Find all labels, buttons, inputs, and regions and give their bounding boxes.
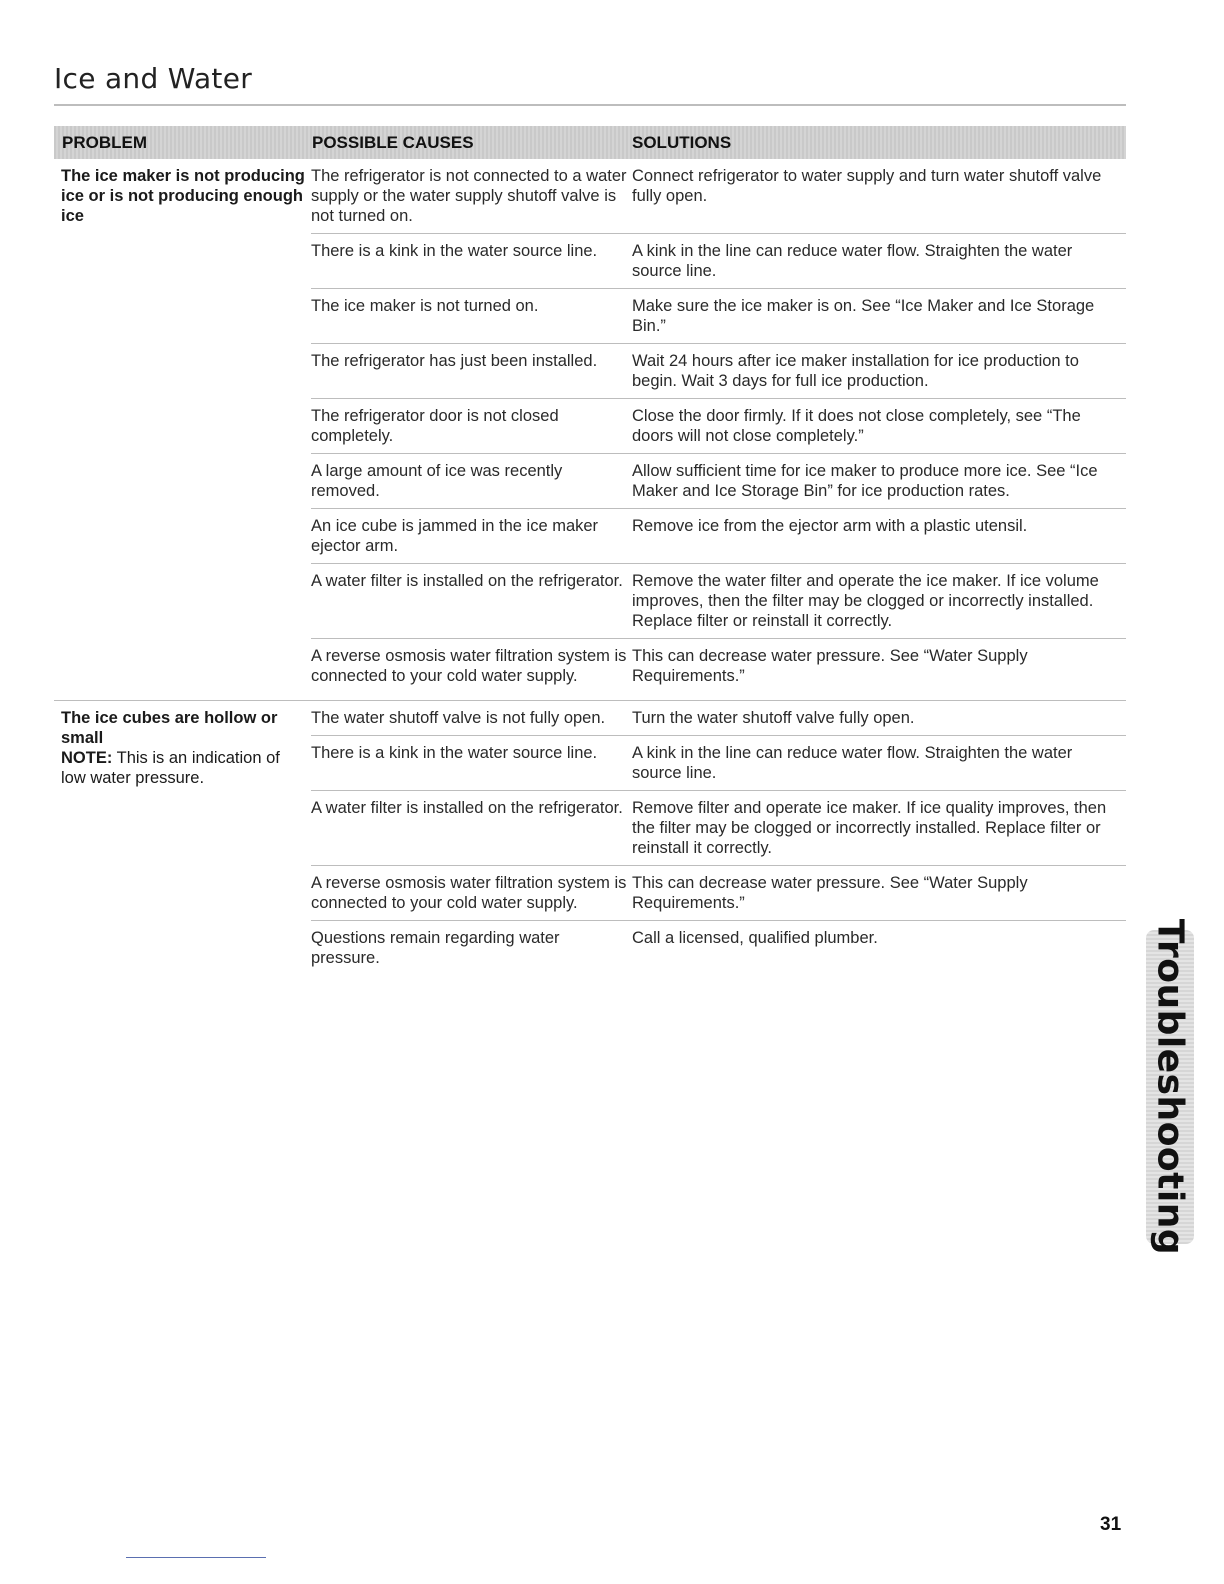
- solution-cell: Remove filter and operate ice maker. If ice quality improves, then the filter may be clogged or incorrectly installed. Replace filter or reinstall it correctly.: [632, 799, 1107, 857]
- cause-cell: A water filter is installed on the refrigerator.: [311, 799, 623, 817]
- cause-cell: Questions remain regarding water pressure.: [311, 929, 560, 967]
- problem-group: [54, 166, 1126, 693]
- table-row: [311, 928, 1126, 975]
- cause-cell: A water filter is installed on the refrigerator.: [311, 572, 623, 590]
- cause-cell: A reverse osmosis water filtration system is connected to your cold water supply.: [311, 874, 627, 912]
- solution-cell: This can decrease water pressure. See “Water Supply Requirements.”: [632, 874, 1028, 912]
- cause-cell: There is a kink in the water source line.: [311, 744, 598, 762]
- solution-cell: Close the door firmly. If it does not close completely, see “The doors will not close completely.”: [632, 407, 1081, 445]
- table-row: [311, 461, 1126, 509]
- table-row: [311, 296, 1126, 344]
- page-number: 31: [1100, 1514, 1122, 1535]
- table-row: [311, 708, 1126, 736]
- cause-cell: An ice cube is jammed in the ice maker ejector arm.: [311, 517, 599, 555]
- solution-cell: Call a licensed, qualified plumber.: [632, 929, 878, 947]
- solution-cell: Wait 24 hours after ice maker installation for ice production to begin. Wait 3 days for full ice production.: [632, 352, 1079, 390]
- solution-cell: A kink in the line can reduce water flow. Straighten the water source line.: [632, 744, 1073, 782]
- group-divider: [54, 700, 1126, 701]
- cause-cell: A reverse osmosis water filtration system is connected to your cold water supply.: [311, 647, 627, 685]
- cause-cell: A large amount of ice was recently removed.: [311, 462, 563, 500]
- header-problem: PROBLEM: [62, 133, 147, 152]
- table-row: [311, 351, 1126, 399]
- cause-cell: There is a kink in the water source line.: [311, 242, 598, 260]
- cause-solution-list: [311, 708, 1126, 982]
- solution-cell: Make sure the ice maker is on. See “Ice Maker and Ice Storage Bin.”: [632, 297, 1095, 335]
- table-row: [311, 406, 1126, 454]
- note-label: NOTE:: [61, 749, 113, 767]
- table-row: [311, 166, 1126, 234]
- table-row: [311, 646, 1126, 693]
- solution-cell: Remove ice from the ejector arm with a plastic utensil.: [632, 517, 1028, 535]
- cause-cell: The refrigerator has just been installed.: [311, 352, 598, 370]
- solution-cell: Turn the water shutoff valve fully open.: [632, 709, 915, 727]
- problem-note: [61, 748, 305, 788]
- side-tab: [1146, 918, 1194, 1256]
- cause-solution-list: [311, 166, 1126, 693]
- cause-cell: The ice maker is not turned on.: [311, 297, 539, 315]
- cause-cell: The water shutoff valve is not fully open.: [311, 709, 606, 727]
- problem-cell: [54, 166, 311, 693]
- note-text: This is an indication of low water pressure.: [61, 749, 280, 787]
- table-row: [311, 241, 1126, 289]
- problem-cell: [54, 708, 311, 982]
- solution-cell: Remove the water filter and operate the ice maker. If ice volume improves, then the filter may be clogged or incorrectly installed. Replace filter or reinstall it correctly.: [632, 572, 1099, 630]
- section-title: Ice and Water: [54, 62, 253, 95]
- table-row: [311, 798, 1126, 866]
- table-row: [311, 743, 1126, 791]
- header-solutions: SOLUTIONS: [632, 133, 732, 152]
- table-row: [311, 516, 1126, 564]
- solution-cell: This can decrease water pressure. See “Water Supply Requirements.”: [632, 647, 1028, 685]
- footer-line: [126, 1557, 266, 1558]
- problem-title: The ice cubes are hollow or small: [61, 709, 278, 747]
- table-header: [54, 126, 1126, 159]
- side-tab-label: Troubleshooting: [1149, 918, 1191, 1256]
- problem-title: The ice maker is not producing ice or is not producing enough ice: [61, 167, 305, 225]
- header-causes: POSSIBLE CAUSES: [312, 133, 474, 152]
- table-row: [311, 873, 1126, 921]
- solution-cell: Allow sufficient time for ice maker to produce more ice. See “Ice Maker and Ice Storage Bin” for ice production rates.: [632, 462, 1098, 500]
- title-rule: [54, 104, 1126, 106]
- problem-group: [54, 708, 1126, 982]
- table-row: [311, 571, 1126, 639]
- solution-cell: Connect refrigerator to water supply and turn water shutoff valve fully open.: [632, 167, 1102, 205]
- cause-cell: The refrigerator is not connected to a water supply or the water supply shutoff valve is not turned on.: [311, 167, 627, 225]
- solution-cell: A kink in the line can reduce water flow. Straighten the water source line.: [632, 242, 1073, 280]
- cause-cell: The refrigerator door is not closed completely.: [311, 407, 559, 445]
- troubleshooting-table: [54, 166, 1126, 982]
